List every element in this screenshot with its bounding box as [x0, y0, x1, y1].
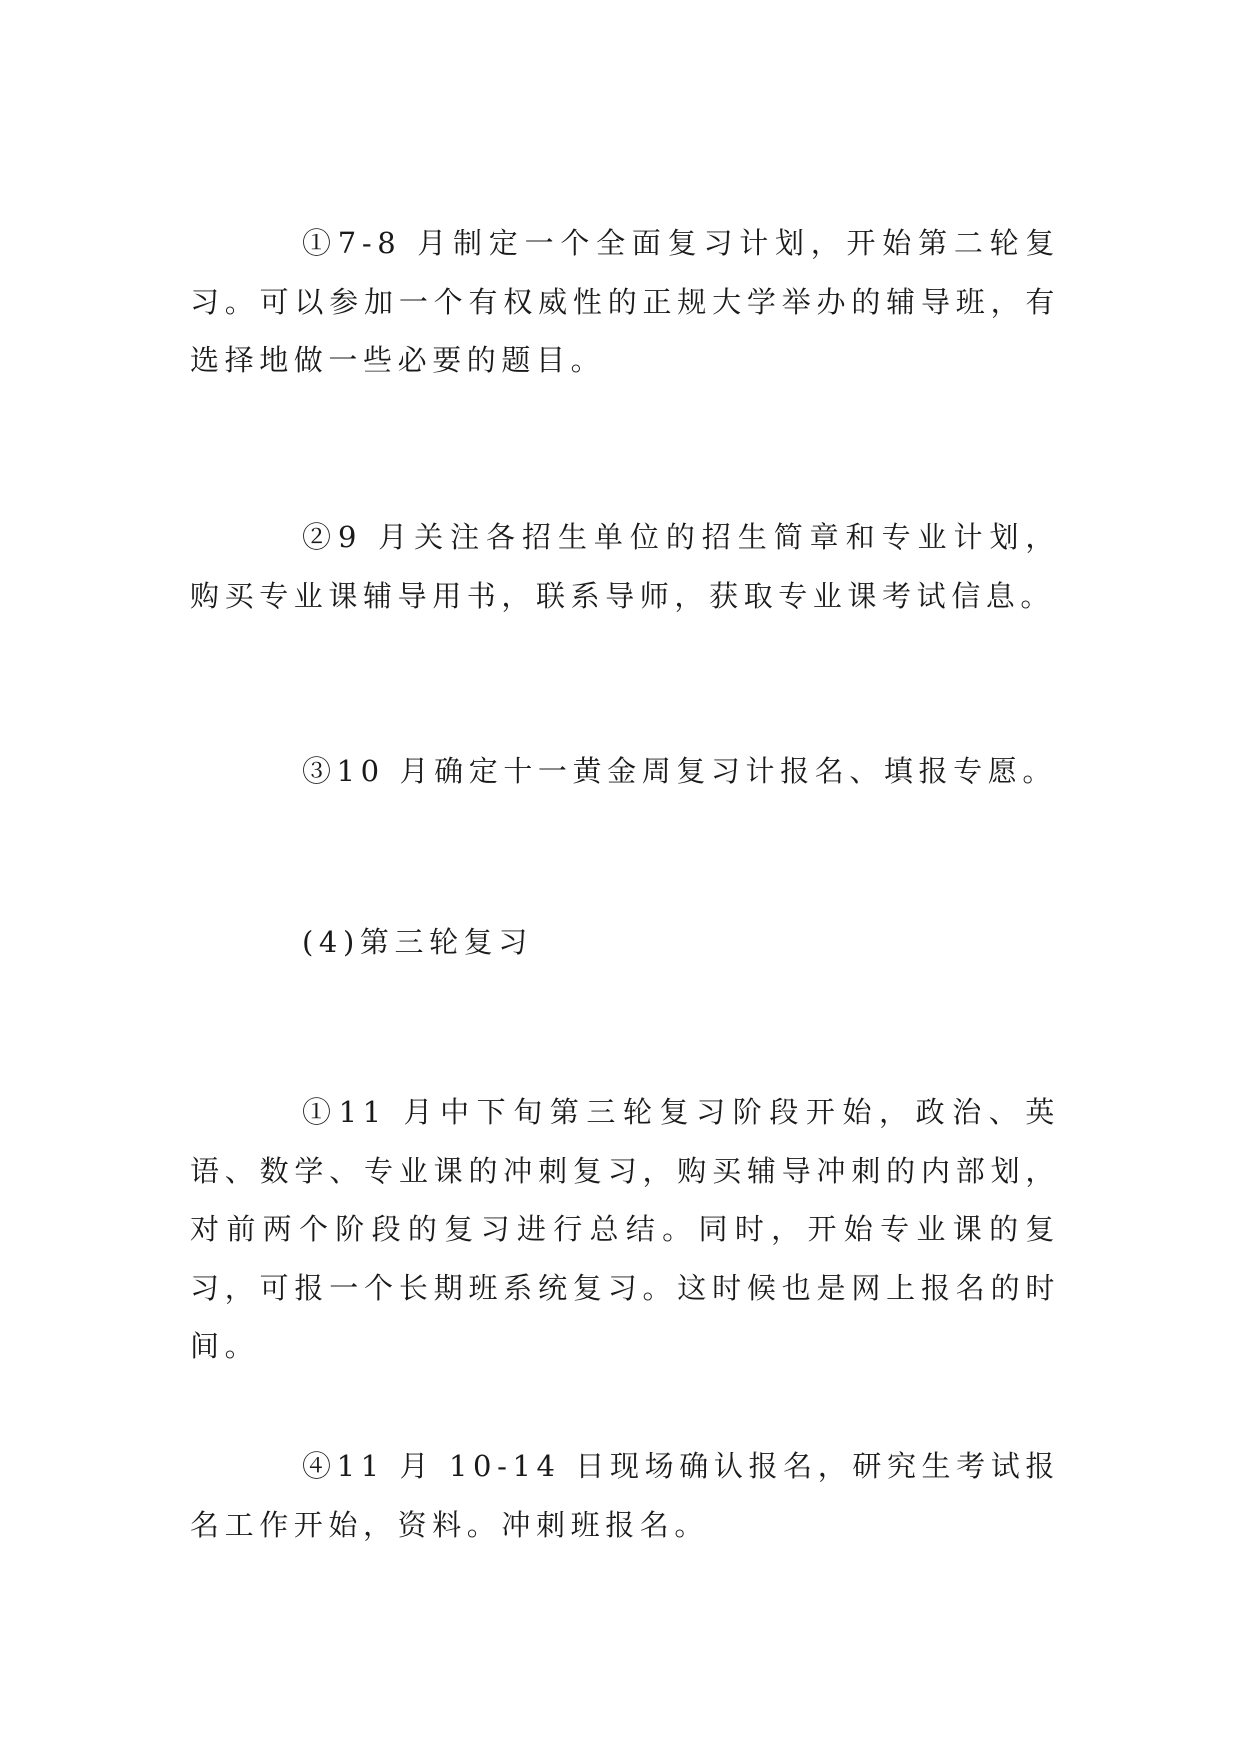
paragraph-onsite-confirmation: ④11 月 10-14 日现场确认报名，研究生考试报名工作开始，资料。冲刺班报名。 — [190, 1449, 1060, 1542]
paragraph-second-round-plan: ①7-8 月制定一个全面复习计划，开始第二轮复习。可以参加一个有权威性的正规大学举办的辅导班，有选择地做一些必要的题目。 — [190, 226, 1060, 377]
paragraph-october-registration: ③10 月确定十一黄金周复习计报名、填报专愿。 — [302, 754, 1057, 788]
section-heading-third-round: (4)第三轮复习 — [302, 925, 533, 959]
paragraph-november-sprint: ①11 月中下旬第三轮复习阶段开始，政治、英语、数学、专业课的冲刺复习，购买辅导冲刺的内部划，对前两个阶段的复习进行总结。同时，开始专业课的复习，可报一个长期班系统复习。这时候也是网上报名的时间。 — [190, 1095, 1060, 1363]
paragraph-september-admissions: ②9 月关注各招生单位的招生简章和专业计划，购买专业课辅导用书，联系导师，获取专业课考试信息。 — [190, 520, 1060, 613]
